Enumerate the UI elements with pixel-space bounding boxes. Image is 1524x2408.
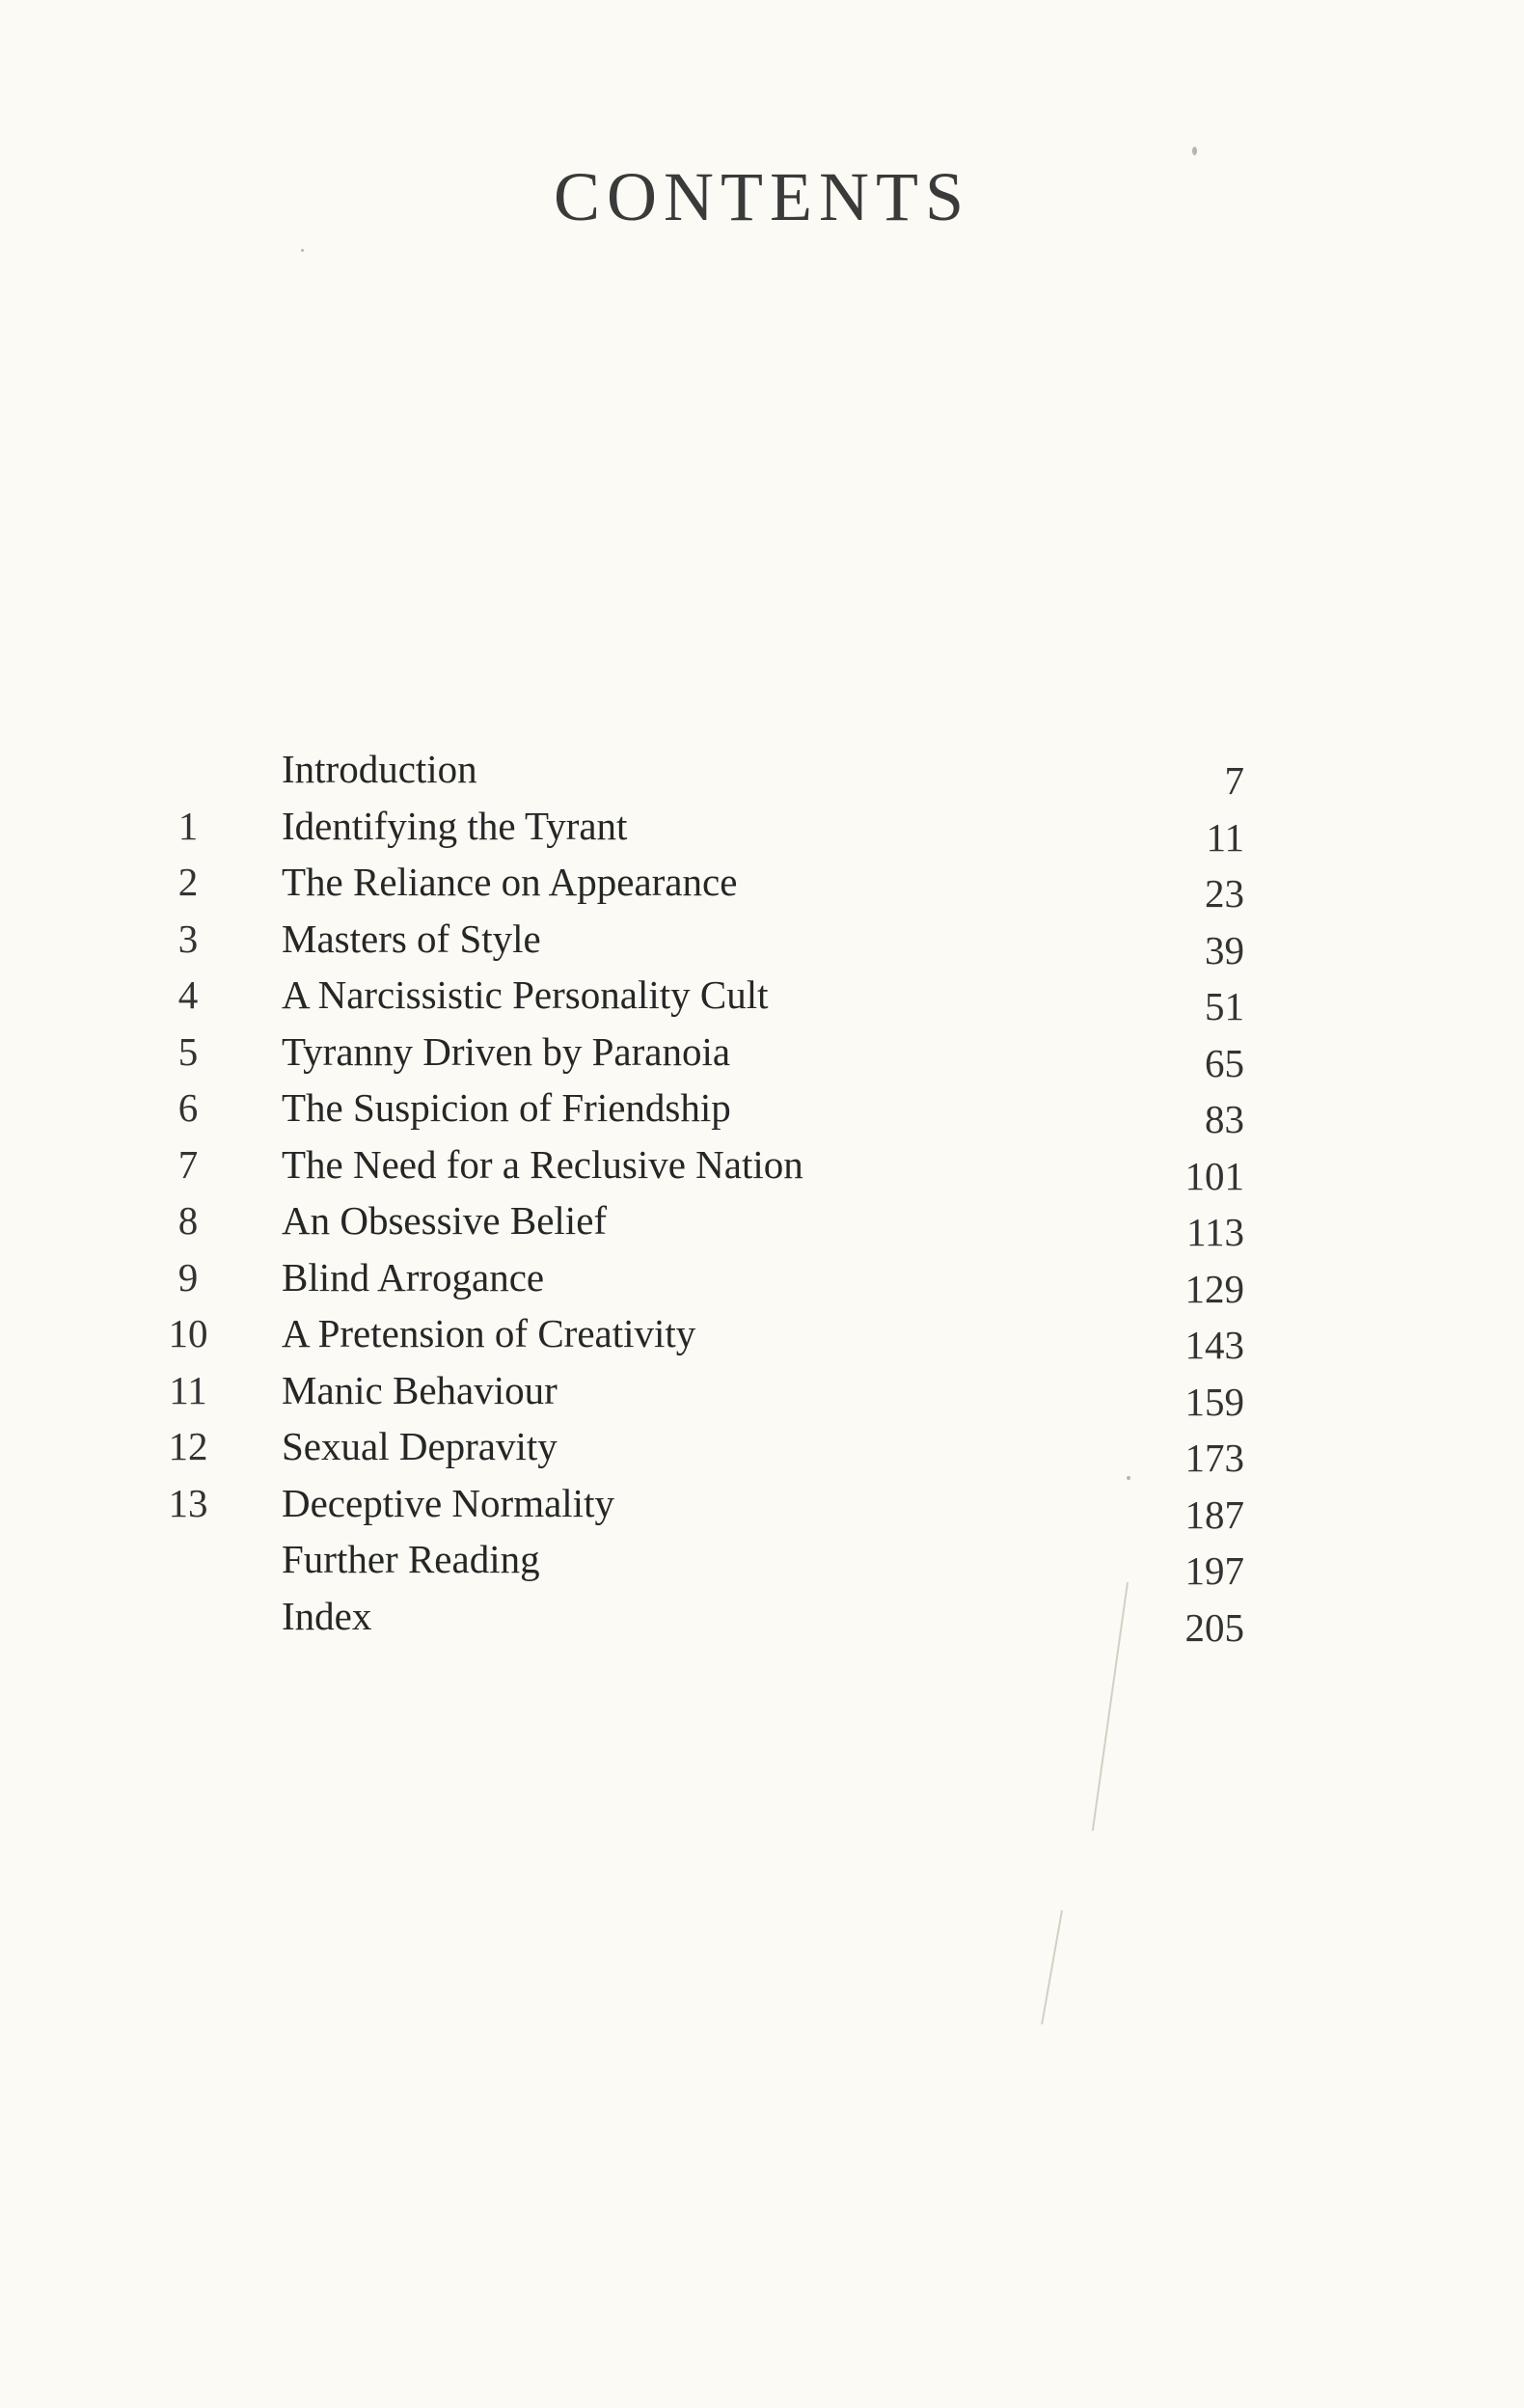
chapter-number: 5 [177, 1028, 199, 1074]
page-number: 143 [1184, 1323, 1244, 1367]
chapter-title: A Narcissistic Personality Cult [282, 972, 769, 1017]
toc-entry [0, 911, 1524, 972]
page-number: 113 [1186, 1210, 1244, 1254]
chapter-title: Deceptive Normality [282, 1480, 614, 1525]
page-title: CONTENTS [554, 158, 970, 235]
chapter-number: 9 [177, 1254, 199, 1300]
toc-entry [0, 1136, 1524, 1198]
paper-speck [1192, 147, 1197, 155]
toc-entry [0, 1192, 1524, 1254]
toc-entry [0, 1475, 1524, 1537]
chapter-title: Index [282, 1593, 372, 1638]
page-number: 129 [1184, 1266, 1244, 1311]
chapter-number: 1 [177, 803, 199, 848]
chapter-number: 4 [177, 972, 199, 1017]
chapter-title: Sexual Depravity [282, 1424, 558, 1468]
page-number: 205 [1184, 1604, 1244, 1650]
chapter-number: 11 [169, 1367, 207, 1412]
page-number: 83 [1205, 1097, 1244, 1141]
toc-entry [0, 1418, 1524, 1480]
chapter-title: An Obsessive Belief [282, 1198, 608, 1243]
chapter-title: Masters of Style [282, 916, 541, 961]
toc-entry [0, 854, 1524, 916]
toc-entry [0, 1531, 1524, 1593]
chapter-title: Manic Behaviour [282, 1367, 558, 1412]
toc-entry [0, 1080, 1524, 1141]
chapter-number: 8 [177, 1198, 199, 1243]
page-number: 7 [1224, 758, 1244, 803]
chapter-number: 2 [177, 860, 199, 904]
chapter-number: 6 [177, 1085, 199, 1130]
chapter-title: The Reliance on Appearance [282, 860, 738, 904]
page-number: 159 [1184, 1379, 1244, 1424]
chapter-number: 10 [168, 1311, 208, 1355]
toc-entry [0, 1362, 1524, 1424]
toc-entry [0, 1305, 1524, 1367]
page-number: 11 [1206, 814, 1244, 860]
page-number: 39 [1205, 927, 1244, 972]
toc-entry [0, 1249, 1524, 1311]
page-number: 65 [1205, 1040, 1244, 1085]
page-number: 173 [1184, 1436, 1244, 1480]
paper-speck [301, 249, 304, 252]
chapter-title: The Need for a Reclusive Nation [282, 1141, 803, 1187]
chapter-title: A Pretension of Creativity [282, 1311, 696, 1355]
chapter-title: The Suspicion of Friendship [282, 1085, 731, 1130]
page-number: 101 [1184, 1153, 1244, 1198]
chapter-title: Introduction [282, 747, 477, 791]
toc-entry [0, 741, 1524, 803]
chapter-title: Identifying the Tyrant [282, 803, 628, 848]
chapter-title: Tyranny Driven by Paranoia [282, 1028, 731, 1074]
page-number: 187 [1184, 1491, 1244, 1537]
table-of-contents [0, 741, 1524, 1650]
page-number: 197 [1184, 1548, 1244, 1593]
chapter-title: Blind Arrogance [282, 1254, 545, 1300]
toc-entry [0, 967, 1524, 1028]
page-number: 23 [1205, 871, 1244, 916]
chapter-number: 3 [177, 916, 199, 961]
toc-entry [0, 798, 1524, 860]
chapter-number: 13 [168, 1480, 208, 1525]
toc-entry [0, 1588, 1524, 1650]
paper-speck [1127, 1476, 1130, 1480]
chapter-number: 7 [177, 1141, 199, 1187]
paper-scratch [1041, 1910, 1063, 2025]
page-number: 51 [1205, 984, 1244, 1028]
chapter-title: Further Reading [282, 1537, 540, 1581]
toc-entry [0, 1024, 1524, 1085]
chapter-number: 12 [168, 1424, 208, 1468]
